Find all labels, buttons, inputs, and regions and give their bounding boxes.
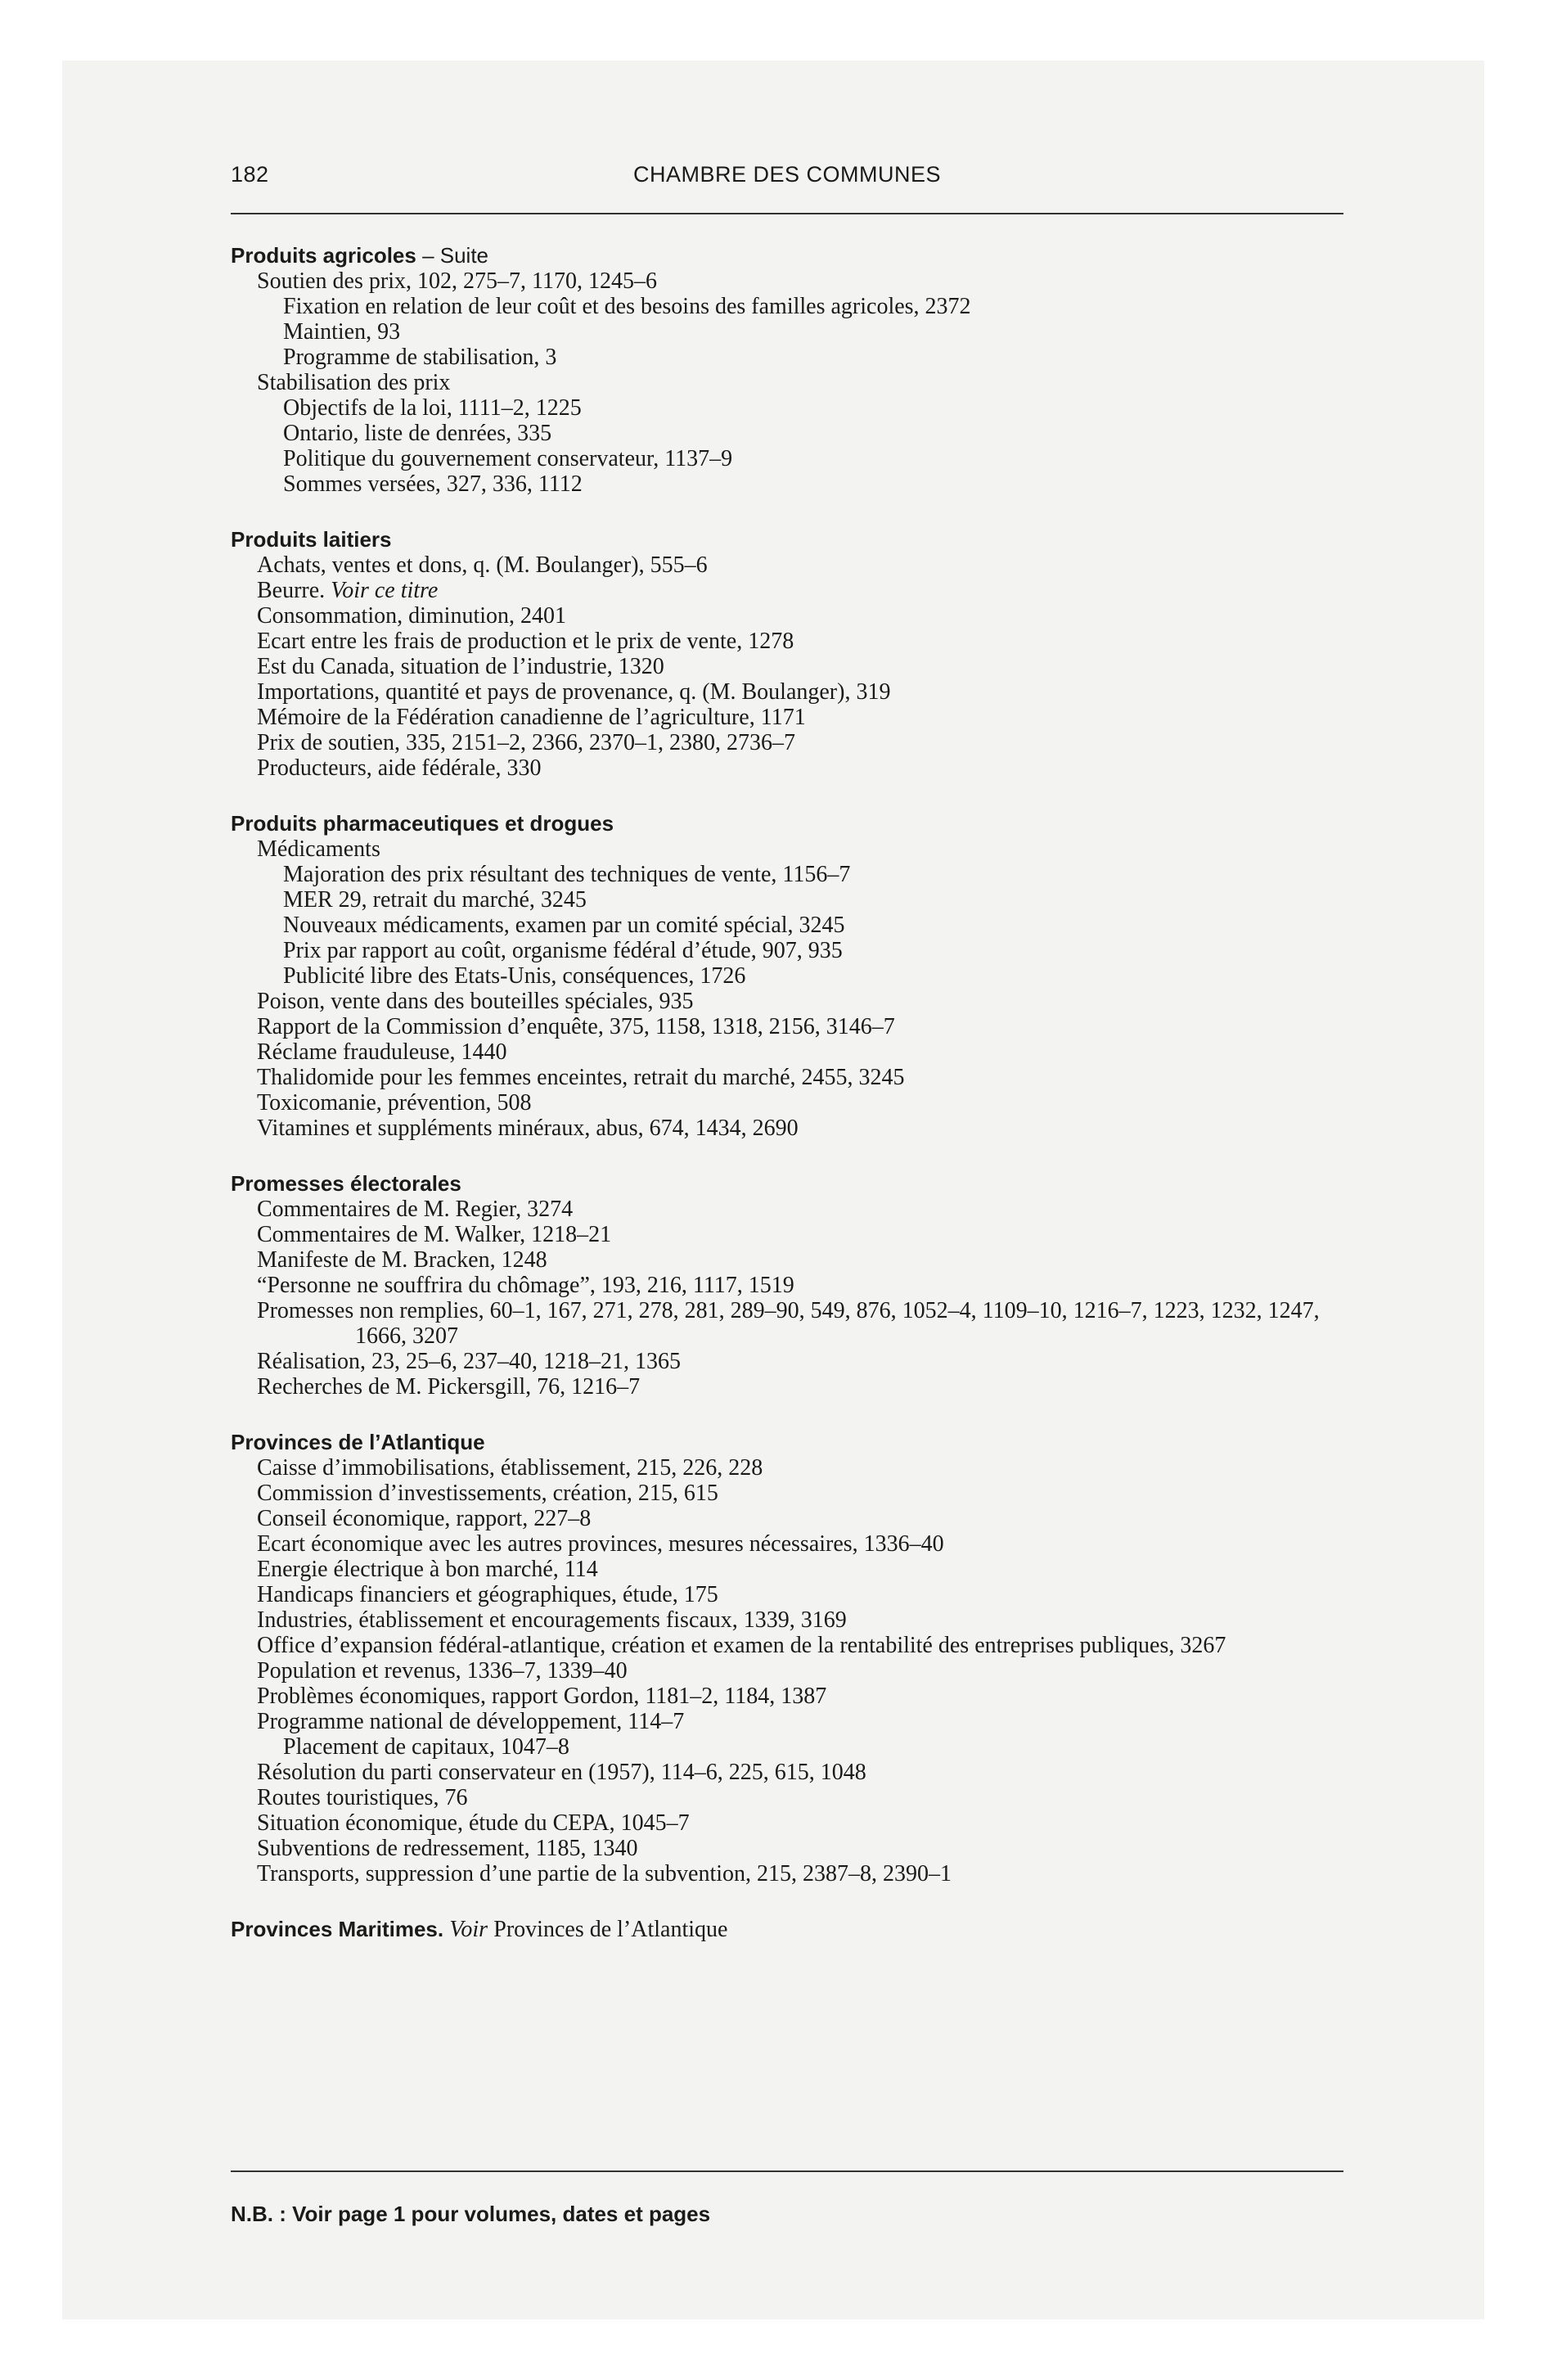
index-entry — [231, 1810, 1360, 1836]
section-heading — [231, 526, 1360, 552]
index-entry — [231, 1065, 1360, 1090]
index-entry — [231, 1531, 1360, 1557]
entry-text: Thalidomide pour les femmes enceintes, retrait du marché, 2455, 3245 — [257, 1065, 905, 1090]
entry-text: Manifeste de M. Bracken, 1248 — [257, 1247, 547, 1273]
section-heading — [231, 1429, 1360, 1455]
index-entry — [231, 1557, 1360, 1582]
section-heading — [231, 810, 1360, 836]
cross-reference-heading: Provinces Maritimes. — [231, 1917, 444, 1941]
see-reference: Voir — [449, 1917, 488, 1942]
entry-text: Subventions de redressement, 1185, 1340 — [257, 1836, 638, 1861]
running-title: CHAMBRE DES COMMUNES — [632, 162, 942, 187]
index-entry — [231, 395, 1360, 421]
index-entry — [231, 1481, 1360, 1506]
index-entry — [231, 471, 1360, 497]
entry-text: Commentaires de M. Walker, 1218–21 — [257, 1222, 612, 1247]
entry-text: Poison, vente dans des bouteilles spéciales, 935 — [257, 989, 694, 1014]
index-entry — [231, 1039, 1360, 1065]
entry-text: Sommes versées, 327, 336, 1112 — [283, 471, 583, 497]
entry-text: Energie électrique à bon marché, 114 — [257, 1557, 598, 1582]
entry-text: Nouveaux médicaments, examen par un comité spécial, 3245 — [283, 913, 845, 938]
entry-text: Médicaments — [257, 836, 380, 862]
section-heading-suffix: – Suite — [416, 243, 489, 268]
index-entry — [231, 1455, 1360, 1481]
entry-text: Beurre. — [257, 578, 331, 603]
entry-text: Ecart économique avec les autres provinces, mesures nécessaires, 1336–40 — [257, 1531, 944, 1557]
entry-text: Importations, quantité et pays de provenance, q. (M. Boulanger), 319 — [257, 679, 891, 705]
index-entry — [231, 1090, 1360, 1116]
index-entry — [231, 1607, 1360, 1633]
index-entry — [231, 1116, 1360, 1141]
cross-reference — [231, 1916, 1360, 1943]
entry-text: Fixation en relation de leur coût et des besoins des familles agricoles, 2372 — [283, 294, 971, 319]
index-entry — [231, 887, 1360, 913]
index-entry — [231, 1298, 1360, 1349]
entry-text: Rapport de la Commission d’enquête, 375, 1158, 1318, 2156, 3146–7 — [257, 1014, 895, 1039]
index-section — [231, 810, 1360, 1141]
index-entry — [231, 938, 1360, 963]
index-entry — [231, 294, 1360, 319]
page-number: 182 — [231, 162, 269, 187]
entry-text: Conseil économique, rapport, 227–8 — [257, 1506, 592, 1531]
entry-text: Transports, suppression d’une partie de la subvention, 215, 2387–8, 2390–1 — [257, 1861, 952, 1886]
index-entry — [231, 862, 1360, 887]
entry-text: Réalisation, 23, 25–6, 237–40, 1218–21, 1365 — [257, 1349, 681, 1374]
index-entry — [231, 836, 1360, 862]
entry-text: Producteurs, aide fédérale, 330 — [257, 755, 542, 781]
entry-text: Handicaps financiers et géographiques, étude, 175 — [257, 1582, 718, 1607]
index-entry — [231, 1374, 1360, 1400]
entry-text: Commentaires de M. Regier, 3274 — [257, 1197, 574, 1222]
index-entry — [231, 1014, 1360, 1039]
entry-text: Stabilisation des prix — [257, 370, 451, 395]
index-entry — [231, 1349, 1360, 1374]
index-entry — [231, 1785, 1360, 1810]
index-entry — [231, 370, 1360, 395]
entry-text: Routes touristiques, 76 — [257, 1785, 468, 1810]
entry-text: Commission d’investissements, création, 215, 615 — [257, 1481, 718, 1506]
entry-text: Problèmes économiques, rapport Gordon, 1181–2, 1184, 1387 — [257, 1684, 827, 1709]
section-heading-text: Produits agricoles — [231, 243, 416, 268]
entry-text: Industries, établissement et encouragements fiscaux, 1339, 3169 — [257, 1607, 847, 1633]
index-entry — [231, 421, 1360, 446]
section-heading-text: Provinces de l’Atlantique — [231, 1430, 485, 1454]
cross-reference-target: Provinces de l’Atlantique — [493, 1917, 728, 1942]
entry-text: Réclame frauduleuse, 1440 — [257, 1039, 507, 1065]
entry-text: Majoration des prix résultant des techniques de vente, 1156–7 — [283, 862, 851, 887]
entry-text: Prix par rapport au coût, organisme fédéral d’étude, 907, 935 — [283, 938, 843, 963]
index-entry — [231, 603, 1360, 629]
section-heading-text: Produits laitiers — [231, 527, 392, 552]
index-section — [231, 242, 1360, 497]
index-entry — [231, 1247, 1360, 1273]
index-entry — [231, 1658, 1360, 1684]
index-entry — [231, 268, 1360, 294]
entry-text: Maintien, 93 — [283, 319, 401, 345]
index-entry — [231, 705, 1360, 730]
index-entry — [231, 730, 1360, 755]
entry-text: Soutien des prix, 102, 275–7, 1170, 1245–6 — [257, 268, 657, 294]
entry-text: Placement de capitaux, 1047–8 — [283, 1734, 569, 1760]
entry-text: Ontario, liste de denrées, 335 — [283, 421, 552, 446]
index-entry — [231, 1760, 1360, 1785]
entry-text: Programme de stabilisation, 3 — [283, 345, 557, 370]
section-heading — [231, 242, 1360, 268]
section-heading — [231, 1170, 1360, 1197]
index-section — [231, 1170, 1360, 1400]
entry-text: Achats, ventes et dons, q. (M. Boulanger), 555–6 — [257, 552, 708, 578]
index-list — [231, 242, 1360, 1943]
see-reference: Voir ce titre — [331, 578, 439, 603]
section-heading-text: Promesses électorales — [231, 1171, 461, 1196]
entry-text: Programme national de développement, 114–7 — [257, 1709, 685, 1734]
index-entry — [231, 1709, 1360, 1734]
index-entry — [231, 1861, 1360, 1886]
entry-text: Toxicomanie, prévention, 508 — [257, 1090, 532, 1116]
entry-text: Population et revenus, 1336–7, 1339–40 — [257, 1658, 628, 1684]
index-entry — [231, 1506, 1360, 1531]
index-entry — [231, 319, 1360, 345]
index-entry — [231, 755, 1360, 781]
footer-rule — [231, 2170, 1343, 2172]
index-entry — [231, 578, 1360, 603]
entry-text: Vitamines et suppléments minéraux, abus, 674, 1434, 2690 — [257, 1116, 799, 1141]
index-entry — [231, 1197, 1360, 1222]
index-entry — [231, 989, 1360, 1014]
entry-text: Est du Canada, situation de l’industrie, 1320 — [257, 654, 664, 679]
index-entry — [231, 1836, 1360, 1861]
index-entry — [231, 345, 1360, 370]
header-rule — [231, 213, 1343, 214]
entry-text: MER 29, retrait du marché, 3245 — [283, 887, 587, 913]
index-entry — [231, 1273, 1360, 1298]
section-heading-text: Produits pharmaceutiques et drogues — [231, 811, 614, 836]
entry-text: Prix de soutien, 335, 2151–2, 2366, 2370–1, 2380, 2736–7 — [257, 730, 795, 755]
entry-text: Politique du gouvernement conservateur, 1137–9 — [283, 446, 733, 471]
entry-text: Situation économique, étude du CEPA, 1045–7 — [257, 1810, 690, 1836]
index-entry — [231, 552, 1360, 578]
entry-text: Publicité libre des Etats-Unis, conséquences, 1726 — [283, 963, 746, 989]
index-entry — [231, 1222, 1360, 1247]
index-entry — [231, 679, 1360, 705]
entry-text: Résolution du parti conservateur en (1957), 114–6, 225, 615, 1048 — [257, 1760, 866, 1785]
entry-text: Ecart entre les frais de production et le prix de vente, 1278 — [257, 629, 794, 654]
entry-text: Mémoire de la Fédération canadienne de l’agriculture, 1171 — [257, 705, 806, 730]
index-section — [231, 526, 1360, 781]
entry-text: “Personne ne souffrira du chômage”, 193, 216, 1117, 1519 — [257, 1273, 794, 1298]
entry-text: Promesses non remplies, 60–1, 167, 271, 278, 281, 289–90, 549, 876, 1052–4, 1109–10, 1216–7, 1223, 1232, 1247, 1666, 3207 — [257, 1298, 1320, 1349]
entry-text: Consommation, diminution, 2401 — [257, 603, 567, 629]
page-header — [231, 157, 1343, 195]
index-entry — [231, 1734, 1360, 1760]
index-entry — [231, 1684, 1360, 1709]
entry-text: Objectifs de la loi, 1111–2, 1225 — [283, 395, 582, 421]
index-entry — [231, 913, 1360, 938]
entry-text: Recherches de M. Pickersgill, 76, 1216–7 — [257, 1374, 641, 1400]
index-entry — [231, 654, 1360, 679]
index-entry — [231, 1582, 1360, 1607]
index-entry — [231, 446, 1360, 471]
entry-text: Office d’expansion fédéral-atlantique, création et examen de la rentabilité des entreprises publiques, 3267 — [257, 1633, 1226, 1658]
entry-text: Caisse d’immobilisations, établissement, 215, 226, 228 — [257, 1455, 763, 1481]
index-entry — [231, 629, 1360, 654]
index-section — [231, 1429, 1360, 1886]
index-entry — [231, 1633, 1360, 1658]
index-entry — [231, 963, 1360, 989]
footnote: N.B. : Voir page 1 pour volumes, dates et pages — [231, 2202, 711, 2226]
